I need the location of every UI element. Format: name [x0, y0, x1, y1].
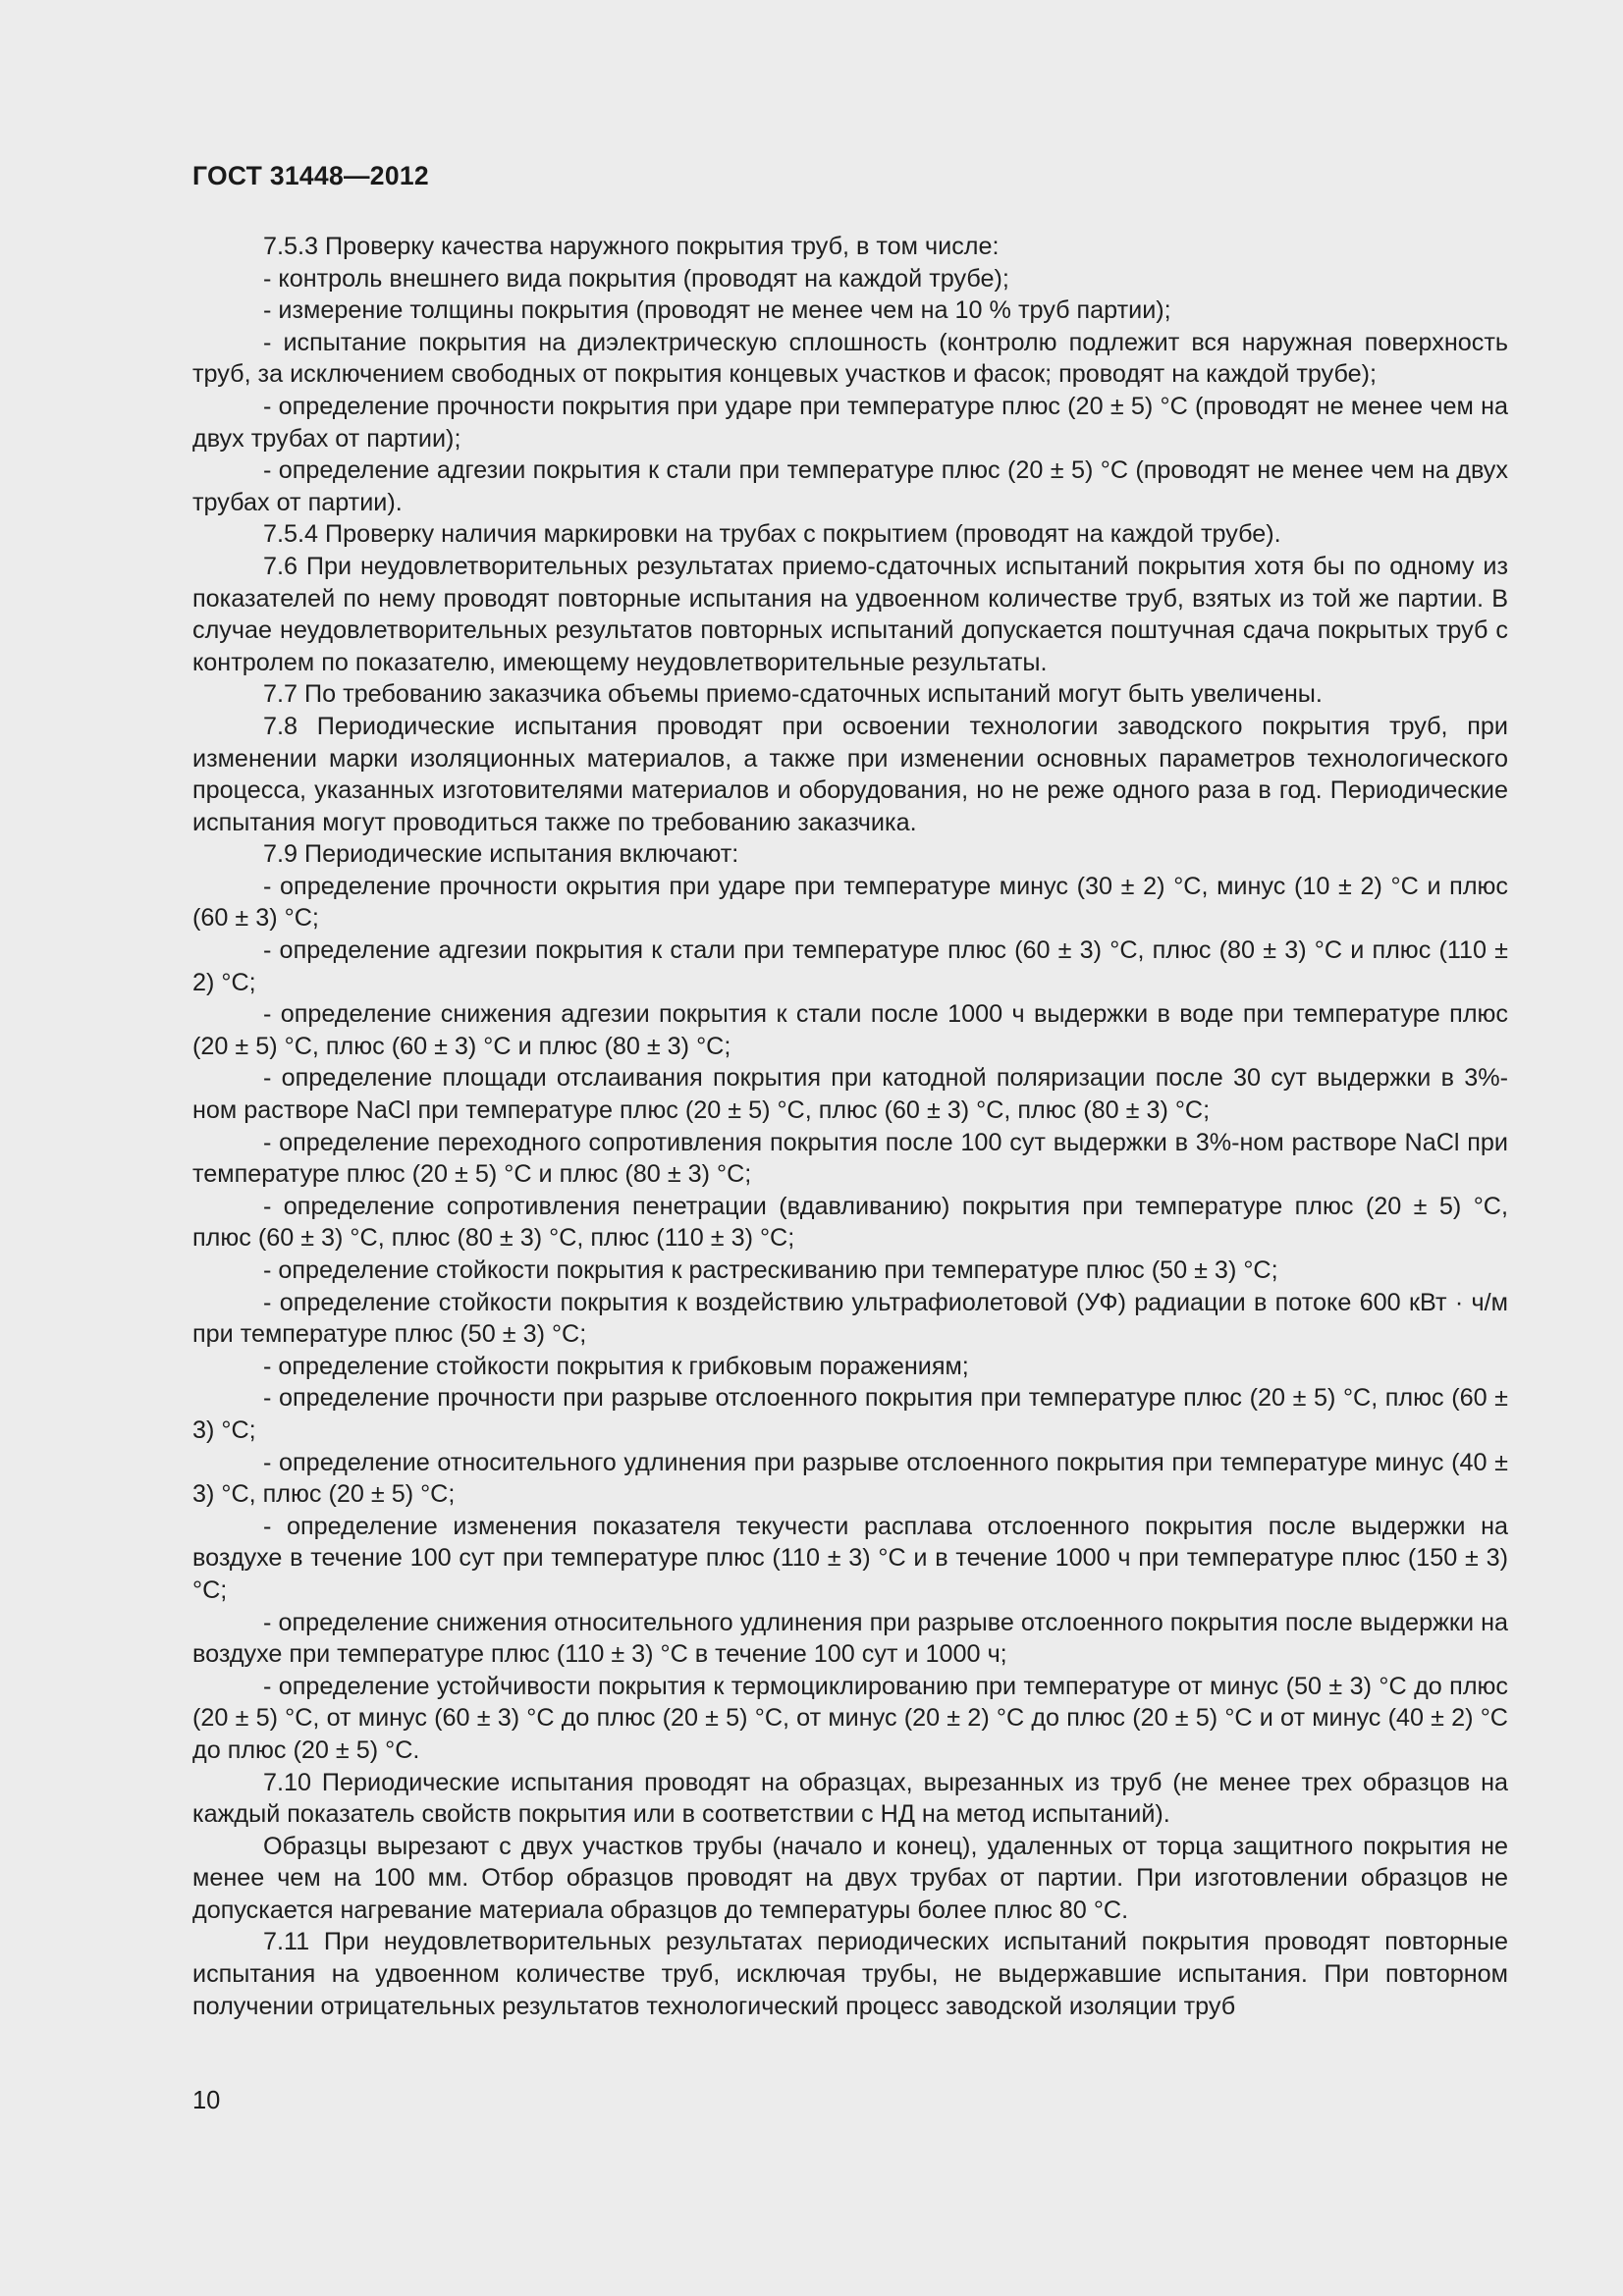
list-item: - определение стойкости покрытия к грибковым поражениям; [263, 1352, 969, 1380]
paragraph: 7.10 Периодические испытания проводят на образцах, вырезанных из труб (не менее трех образцов на каждый показатель свойств покрытия или в соответствии с НД на метод испытаний). [192, 1768, 1508, 1829]
paragraph: 7.8 Периодические испытания проводят при освоении технологии заводского покрытия труб, при изменении марки изоляционных материалов, а также при изменении основных параметров технологического процесса, указанных изготовителями материалов и оборудования, но не реже одного раза в год. Периодические испытания могут проводиться также по требованию заказчика. [192, 712, 1508, 836]
list-item: - определение стойкости покрытия к воздействию ультрафиолетовой (УФ) радиации в потоке 600 кВт · ч/м при температуре плюс (50 ± 3) °С; [192, 1288, 1508, 1349]
list-item: - определение переходного сопротивления покрытия после 100 сут выдержки в 3%-ном растворе NaCl при температуре плюс (20 ± 5) °С и плюс (80 ± 3) °С; [192, 1128, 1508, 1189]
list-item: - определение площади отслаивания покрытия при катодной поляризации после 30 сут выдержки в 3%-ном растворе NaCl при температуре плюс (20 ± 5) °С, плюс (60 ± 3) °С, плюс (80 ± 3) °С; [192, 1064, 1508, 1125]
paragraph: 7.5.3 Проверку качества наружного покрытия труб, в том числе: [263, 233, 1000, 260]
list-item: - испытание покрытия на диэлектрическую сплошность (контролю подлежит вся наружная поверхность труб, за исключением свободных от покрытия концевых участков и фасок; проводят на каждой трубе); [192, 328, 1508, 389]
list-item: - измерение толщины покрытия (проводят не менее чем на 10 % труб партии); [263, 296, 1171, 325]
list-item: - определение снижения адгезии покрытия к стали после 1000 ч выдержки в воде при температуре плюс (20 ± 5) °С, плюс (60 ± 3) °С и плюс (80 ± 3) °С; [192, 1000, 1508, 1060]
list-item: - определение адгезии покрытия к стали при температуре плюс (20 ± 5) °С (проводят не менее чем на двух трубах от партии). [192, 456, 1508, 516]
paragraph: Образцы вырезают с двух участков трубы (начало и конец), удаленных от торца защитного покрытия не менее чем на 100 мм. Отбор образцов проводят на двух трубах от партии. При изготовлении образцов не допускается нагревание материала образцов до температуры более плюс 80 °С. [192, 1832, 1508, 1924]
list-item: - определение изменения показателя текучести расплава отслоенного покрытия после выдержки на воздухе в течение 100 сут при температуре плюс (110 ± 3) °С и в течение 1000 ч при температуре плюс (150 ± 3) °С; [192, 1512, 1508, 1604]
paragraph: 7.11 При неудовлетворительных результатах периодических испытаний покрытия проводят повторные испытания на удвоенном количестве труб, исключая трубы, не выдержавшие испытания. При повторном получении отрицательных результатов технологический процесс заводской изоляции труб [192, 1928, 1508, 2020]
list-item: - определение адгезии покрытия к стали при температуре плюс (60 ± 3) °С, плюс (80 ± 3) °С и плюс (110 ± 2) °С; [192, 936, 1508, 996]
document-header: ГОСТ 31448—2012 [192, 161, 429, 190]
list-item: - определение устойчивости покрытия к термоциклированию при температуре от минус (50 ± 3) °С до плюс (20 ± 5) °С, от минус (60 ± 3) °С до плюс (20 ± 5) °С, от минус (20 ± 2) °С до плюс (20 ± 5) °С и от минус (40 ± 2) °С до плюс (20 ± 5) °С. [192, 1672, 1508, 1764]
paragraph: 7.5.4 Проверку наличия маркировки на трубах с покрытием (проводят на каждой трубе). [263, 520, 1281, 549]
list-item: - определение прочности покрытия при ударе при температуре плюс (20 ± 5) °С (проводят не менее чем на двух трубах от партии); [192, 392, 1508, 453]
list-item: - определение прочности при разрыве отслоенного покрытия при температуре плюс (20 ± 5) °С, плюс (60 ± 3) °С; [192, 1384, 1508, 1444]
page-number: 10 [192, 2087, 221, 2114]
paragraph: 7.9 Периодические испытания включают: [263, 840, 739, 869]
list-item: - определение относительного удлинения при разрыве отслоенного покрытия при температуре минус (40 ± 3) °С, плюс (20 ± 5) °С; [192, 1448, 1508, 1509]
paragraph: 7.7 По требованию заказчика объемы приемо-сдаточных испытаний могут быть увеличены. [263, 680, 1323, 709]
list-item: - определение сопротивления пенетрации (вдавливанию) покрытия при температуре плюс (20 ± 5) °С, плюс (60 ± 3) °С, плюс (80 ± 3) °С, плюс (110 ± 3) °С; [192, 1192, 1508, 1253]
paragraph: 7.6 При неудовлетворительных результатах приемо-сдаточных испытаний покрытия хотя бы по одному из показателей по нему проводят повторные испытания на удвоенном количестве труб, взятых из той же партии. В случае неудовлетворительных результатов повторных испытаний допускается поштучная сдача покрытых труб с контролем по показателю, имеющему неудовлетворительные результаты. [192, 552, 1508, 676]
document-body [192, 231, 1508, 2022]
list-item: - определение прочности окрытия при ударе при температуре минус (30 ± 2) °С, минус (10 ± 2) °С и плюс (60 ± 3) °С; [192, 872, 1508, 933]
list-item: - определение снижения относительного удлинения при разрыве отслоенного покрытия после выдержки на воздухе при температуре плюс (110 ± 3) °С в течение 100 сут и 1000 ч; [192, 1608, 1508, 1669]
list-item: - определение стойкости покрытия к растрескиванию при температуре плюс (50 ± 3) °С; [263, 1256, 1278, 1284]
list-item: - контроль внешнего вида покрытия (проводят на каждой трубе); [263, 264, 1009, 293]
